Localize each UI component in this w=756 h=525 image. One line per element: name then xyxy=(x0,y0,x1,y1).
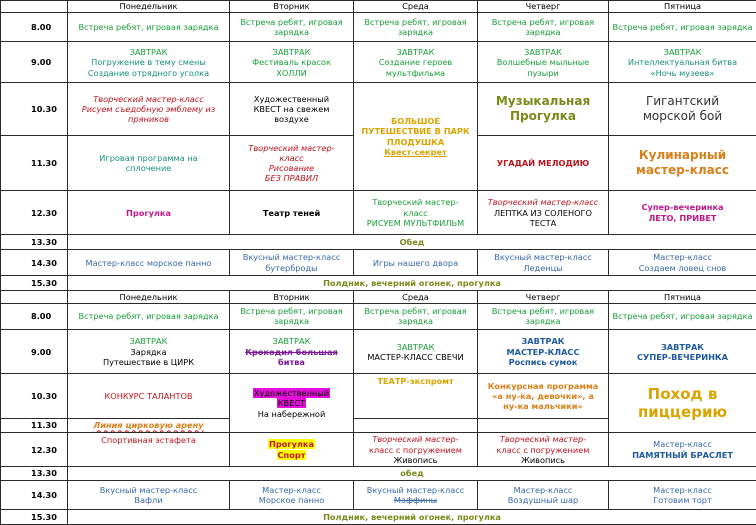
activity-cell xyxy=(609,480,756,510)
week1-row-1430 xyxy=(1,250,756,276)
activity-line: ПАМЯТНЫЙ БРАСЛЕТ xyxy=(632,449,733,460)
week2-header-row xyxy=(1,291,756,304)
time-cell: 11.30 xyxy=(1,136,68,191)
activity-cell xyxy=(354,330,478,374)
activity-title: ЗАВТРАК xyxy=(663,47,702,58)
activity-line: Прогулка xyxy=(510,109,576,124)
day-header: Среда xyxy=(354,291,478,304)
activity-title: ЗАВТРАК xyxy=(272,336,311,347)
activity-cell xyxy=(230,374,354,433)
activity-cell: Встреча ребят, игровая зарядка xyxy=(230,12,354,42)
activity-title: Мастер-класс xyxy=(653,484,712,495)
activity-cell xyxy=(609,83,756,136)
activity-line: МАСТЕР-КЛАСС СВЕЧИ xyxy=(367,351,464,362)
activity-line: ПУТЕШЕСТВИЕ В ПАРК xyxy=(361,126,470,137)
activity-title: Музыкальная xyxy=(495,94,591,109)
activity-cell: Прогулка xyxy=(68,191,230,235)
activity-line: На набережной xyxy=(257,408,326,419)
activity-cell xyxy=(230,136,354,191)
activity-line: КВЕСТ на свежем xyxy=(253,104,330,115)
day-header: Пятница xyxy=(609,291,756,304)
week2-row-0800 xyxy=(1,303,756,329)
snack-cell: Полдник, вечерний огонек, прогулка xyxy=(68,510,756,525)
activity-title: Творческий мастер- xyxy=(499,434,587,445)
activity-cell xyxy=(609,42,756,83)
activity-line: Морское панно xyxy=(258,494,325,505)
activity-title: ЗАВТРАК xyxy=(272,47,311,58)
activity-line: Погружение в тему смены xyxy=(91,57,206,68)
activity-line: Создание отрядного уголка xyxy=(87,67,210,78)
activity-line: Фестиваль красок xyxy=(252,57,331,68)
corner-cell xyxy=(1,291,68,304)
day-header: Четверг xyxy=(478,291,609,304)
week2-row-1430 xyxy=(1,480,756,510)
activity-line: БЕЗ ПРАВИЛ xyxy=(264,173,319,184)
activity-line: Путешествие в ЦИРК xyxy=(102,356,195,367)
activity-cell: Встреча ребят, игровая зарядка xyxy=(68,12,230,42)
activity-cell xyxy=(478,250,609,276)
activity-cell: Мастер-класс морское панно xyxy=(68,250,230,276)
time-cell: 12.30 xyxy=(1,433,68,466)
activity-line: мультфильма xyxy=(385,67,446,78)
activity-title: ЗАВТРАК xyxy=(396,47,435,58)
activity-title: ЗАВТРАК xyxy=(396,341,435,352)
week1-row-1530 xyxy=(1,276,756,291)
activity-title: Кулинарный xyxy=(638,148,727,163)
activity-cell xyxy=(68,330,230,374)
highlight-wrap xyxy=(232,388,351,398)
time-cell: 14.30 xyxy=(1,250,68,276)
highlight-wrap xyxy=(232,398,351,408)
activity-cell xyxy=(609,330,756,374)
activity-line: морской бой xyxy=(642,109,723,124)
activity-cell xyxy=(478,433,609,466)
activity-line: воздухе xyxy=(274,114,309,125)
activity-cell: Встреча ребят, игровая зарядка xyxy=(609,303,756,329)
activity-cell xyxy=(230,83,354,136)
activity-title: Вкусный мастер-класс xyxy=(99,484,198,495)
activity-title: ЗАВТРАК xyxy=(129,336,168,347)
activity-title: Мастер-класс xyxy=(513,484,573,495)
day-header: Четверг xyxy=(478,1,609,13)
activity-line: Крокодил большая xyxy=(245,346,338,357)
activity-cell xyxy=(478,42,609,83)
activity-line: ПЛОДУШКА xyxy=(386,136,445,147)
activity-title: Мастер-класс xyxy=(653,252,712,263)
time-cell: 15.30 xyxy=(1,510,68,525)
activity-title: Художественный xyxy=(253,93,330,104)
activity-line: Волшебные мыльные xyxy=(496,57,590,68)
day-header: Понедельник xyxy=(68,291,230,304)
week1-row-0900 xyxy=(1,42,756,83)
activity-title: ЗАВТРАК xyxy=(660,341,704,352)
activity-line: Вафли xyxy=(134,494,163,505)
activity-title: Творческий мастер- xyxy=(372,434,459,445)
activity-line: Воздушный шар xyxy=(507,494,579,505)
activity-line: Создаем ловец снов xyxy=(638,262,727,273)
activity-cell xyxy=(609,191,756,235)
highlight-wrap xyxy=(232,450,351,460)
activity-title: Творческий мастер- xyxy=(372,197,459,208)
activity-cell: КОНКУРС ТАЛАНТОВ xyxy=(68,374,230,418)
activity-title: Игровая программа на xyxy=(99,152,198,163)
activity-cell xyxy=(609,374,756,433)
activity-line: класс с погружением xyxy=(369,444,462,455)
activity-title: ЗАВТРАК xyxy=(521,336,565,347)
activity-title: Поход в xyxy=(647,384,718,403)
activity-line: Квест-секрет xyxy=(384,146,447,157)
corner-cell xyxy=(1,1,68,13)
activity-line: МАСТЕР-КЛАСС xyxy=(506,346,580,357)
activity-line: Роспись сумок xyxy=(508,356,578,367)
snack-cell: Полдник, вечерний огонек, прогулка xyxy=(68,276,756,291)
activity-title: ЗАВТРАК xyxy=(524,47,562,58)
activity-cell xyxy=(68,83,230,136)
activity-line: пиццерию xyxy=(637,403,728,422)
time-cell: 11.30 xyxy=(1,418,68,433)
empty-cell xyxy=(354,418,478,433)
activity-line: пузыри xyxy=(527,67,559,78)
activity-line: класс xyxy=(279,152,304,163)
time-cell: 8.00 xyxy=(1,303,68,329)
activity-cell xyxy=(478,480,609,510)
activity-title: Художественный xyxy=(253,388,330,399)
activity-line: Спорт xyxy=(277,449,306,460)
activity-cell xyxy=(230,330,354,374)
activity-line: Создание героев xyxy=(378,57,453,68)
week1-row-1230 xyxy=(1,191,756,235)
day-header: Пятница xyxy=(609,1,756,13)
activity-title: Вкусный мастер-класс xyxy=(494,252,592,263)
activity-line: класс с погружением xyxy=(496,444,590,455)
day-header: Вторник xyxy=(230,291,354,304)
activity-cell xyxy=(478,330,609,374)
activity-line: СУПЕР-ВЕЧЕРИНКА xyxy=(637,351,728,362)
week2-row-0900 xyxy=(1,330,756,374)
activity-cell: Игры нашего двора xyxy=(354,250,478,276)
activity-cell: Спортивная эстафета xyxy=(68,433,230,466)
time-cell: 10.30 xyxy=(1,83,68,136)
activity-line: ЛЕПТКА ИЗ СОЛЕНОГО xyxy=(493,207,592,218)
activity-cell: Встреча ребят, игровая зарядка xyxy=(609,12,756,42)
activity-cell: Встреча ребят, игровая зарядка xyxy=(68,303,230,329)
time-cell: 14.30 xyxy=(1,480,68,510)
activity-title: Творческий мастер- xyxy=(248,142,335,153)
day-header: Среда xyxy=(354,1,478,13)
time-cell: 9.00 xyxy=(1,42,68,83)
activity-cell xyxy=(478,374,609,418)
activity-line: «а ну-ка, девочки», а xyxy=(492,390,594,401)
activity-line: Готовим торт xyxy=(653,494,712,505)
time-cell: 8.00 xyxy=(1,12,68,42)
activity-cell: Встреча ребят, игровая зарядка xyxy=(230,303,354,329)
week2-row-1030 xyxy=(1,374,756,418)
activity-line: ну-ка мальчики» xyxy=(503,401,583,412)
activity-cell xyxy=(354,433,478,466)
activity-cell xyxy=(609,136,756,191)
activity-title: ЗАВТРАК xyxy=(129,47,168,58)
day-header: Вторник xyxy=(230,1,354,13)
time-cell: 13.30 xyxy=(1,466,68,480)
activity-cell: Встреча ребят, игровая зарядка xyxy=(478,303,609,329)
activity-line: ЛЕТО, ПРИВЕТ xyxy=(648,212,717,223)
activity-line: битва xyxy=(278,356,305,367)
day-header: Понедельник xyxy=(68,1,230,13)
activity-title: Творческий мастер-класс xyxy=(93,93,204,104)
activity-cell xyxy=(354,191,478,235)
activity-line: Леденцы xyxy=(523,262,563,273)
activity-line: Интеллектуальная битва xyxy=(627,57,738,68)
activity-line: «Ночь музеев» xyxy=(650,67,715,78)
highlight-wrap xyxy=(232,439,351,449)
activity-line: ТЕСТА xyxy=(529,217,557,228)
activity-line: Зарядка xyxy=(130,346,167,357)
activity-title: Линия цирковую арену xyxy=(93,420,204,431)
time-cell: 13.30 xyxy=(1,235,68,250)
activity-title: Гигантский xyxy=(645,94,720,109)
activity-cell xyxy=(609,250,756,276)
activity-cell xyxy=(230,250,354,276)
activity-line: Рисуем съедобную эмблему из xyxy=(81,104,216,115)
lunch-cell: обед xyxy=(68,466,756,480)
activity-cell xyxy=(354,83,478,191)
time-cell: 12.30 xyxy=(1,191,68,235)
activity-line: бутерброды xyxy=(265,262,318,273)
week1-row-1030 xyxy=(1,83,756,136)
activity-line: класс xyxy=(403,207,428,218)
activity-title: Вкусный мастер-класс xyxy=(242,252,341,263)
activity-title: Прогулка xyxy=(268,439,315,450)
activity-line: Живопись xyxy=(521,454,565,465)
activity-cell xyxy=(230,42,354,83)
activity-cell xyxy=(68,42,230,83)
week1-row-0800 xyxy=(1,12,756,42)
activity-line: Маффины xyxy=(393,494,438,505)
activity-title: Супер-вечеринка xyxy=(641,202,724,213)
week1-row-1330 xyxy=(1,235,756,250)
lunch-cell: Обед xyxy=(68,235,756,250)
activity-cell xyxy=(68,418,230,433)
activity-cell: УГАДАЙ МЕЛОДИЮ xyxy=(478,136,609,191)
activity-title: Мастер-класс xyxy=(262,484,321,495)
activity-line: мастер-класс xyxy=(636,163,729,178)
activity-cell xyxy=(478,191,609,235)
activity-cell: ТЕАТР-экспромт xyxy=(354,374,478,418)
activity-cell: Театр теней xyxy=(230,191,354,235)
activity-title: Вкусный мастер-класс xyxy=(366,484,465,495)
activity-line: Живопись xyxy=(393,454,438,465)
empty-cell xyxy=(478,418,609,433)
activity-line: ХОЛЛИ xyxy=(276,67,307,78)
activity-title: БОЛЬШОЕ xyxy=(391,116,440,127)
activity-line: пряников xyxy=(128,114,169,125)
activity-cell xyxy=(68,480,230,510)
activity-title: Мастер-класс xyxy=(653,439,712,450)
activity-cell: Встреча ребят, игровая зарядка xyxy=(354,303,478,329)
activity-cell: Встреча ребят, игровая зарядка xyxy=(478,12,609,42)
activity-cell: Встреча ребят, игровая зарядка xyxy=(354,12,478,42)
activity-cell xyxy=(230,480,354,510)
activity-cell xyxy=(354,480,478,510)
activity-line: Рисование xyxy=(268,163,315,174)
activity-line: КВЕСТ xyxy=(277,398,306,409)
time-cell: 10.30 xyxy=(1,374,68,418)
activity-cell xyxy=(609,433,756,466)
week2-row-1330 xyxy=(1,466,756,480)
week2-row-1530 xyxy=(1,510,756,525)
activity-title: Конкурсная программа xyxy=(487,380,599,391)
activity-cell xyxy=(68,136,230,191)
week2-row-1230 xyxy=(1,433,756,466)
time-cell: 15.30 xyxy=(1,276,68,291)
activity-cell xyxy=(478,83,609,136)
week1-header-row xyxy=(1,1,756,13)
activity-title: Творческий мастер-класс xyxy=(487,197,599,208)
activity-line: РИСУЕМ МУЛЬТФИЛЬМ xyxy=(366,217,465,228)
activity-cell xyxy=(230,433,354,466)
time-cell: 9.00 xyxy=(1,330,68,374)
activity-cell xyxy=(354,42,478,83)
activity-line: сплочение xyxy=(125,163,172,174)
